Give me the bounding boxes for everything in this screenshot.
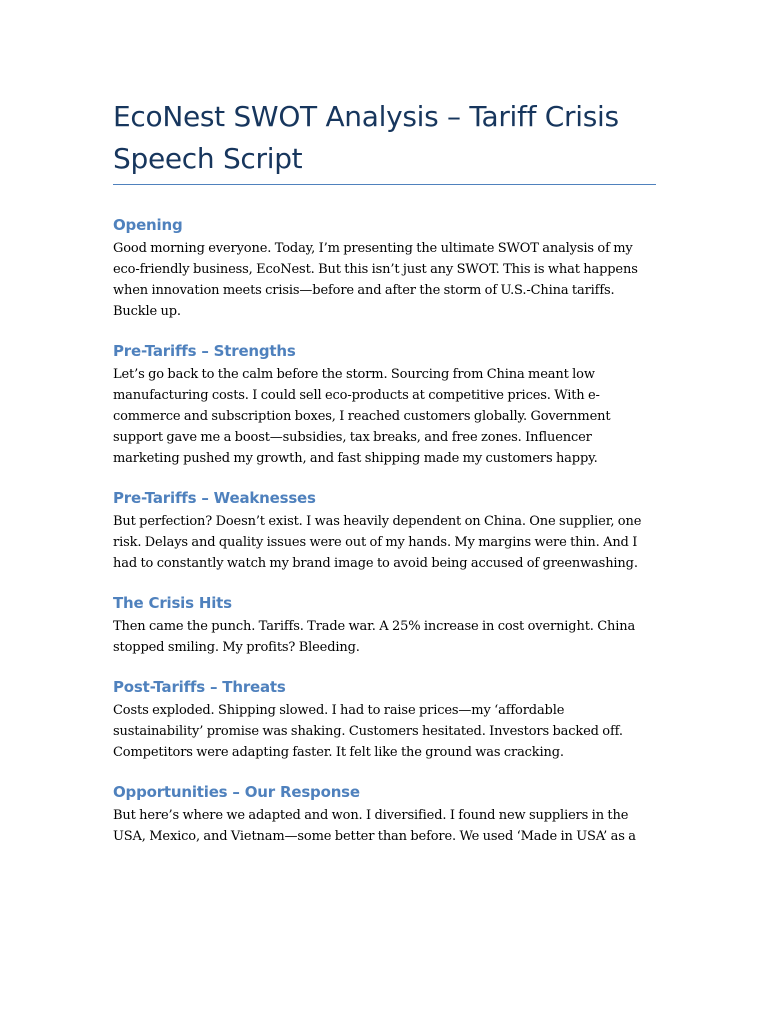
section-body: But perfection? Doesn’t exist. I was heavily dependent on China. One supplier, one risk. Delays and quality issues were out of my hands. My margins were thin. And I had to constantly watch my brand image to avoid being accused of greenwashing. — [113, 514, 642, 571]
section-body: Costs exploded. Shipping slowed. I had to raise prices—my ‘affordable sustainability’ promise was shaking. Customers hesitated. Investors backed off. Competitors were adapting faster. It felt like the ground was cracking. — [113, 703, 623, 760]
section-opportunities — [113, 782, 656, 847]
title-line-2: Speech Script — [113, 142, 303, 175]
section-heading: Opening — [113, 216, 183, 234]
section-body: Good morning everyone. Today, I’m presenting the ultimate SWOT analysis of my eco-friendly business, EcoNest. But this isn’t just any SWOT. This is what happens when innovation meets crisis—before and after the storm of U.S.-China tariffs. Buckle up. — [113, 241, 638, 319]
section-strengths — [113, 341, 656, 469]
section-heading: Post-Tariffs – Threats — [113, 678, 286, 696]
section-heading: Opportunities – Our Response — [113, 783, 360, 801]
section-crisis — [113, 593, 656, 658]
title-line-1: EcoNest SWOT Analysis – Tariff Crisis — [113, 100, 619, 133]
section-heading: Pre-Tariffs – Strengths — [113, 342, 296, 360]
section-weaknesses — [113, 488, 656, 574]
section-heading: Pre-Tariffs – Weaknesses — [113, 489, 316, 507]
document-title — [113, 96, 656, 184]
section-threats — [113, 677, 656, 763]
section-body: Let’s go back to the calm before the storm. Sourcing from China meant low manufacturing costs. I could sell eco-products at competitive prices. With e-commerce and subscription boxes, I reached customers globally. Government support gave me a boost—subsidies, tax breaks, and free zones. Influencer marketing pushed my growth, and fast shipping made my customers happy. — [113, 367, 611, 466]
section-body: But here’s where we adapted and won. I diversified. I found new suppliers in the USA, Mexico, and Vietnam—some better than before. We used ‘Made in USA’ as a — [113, 808, 636, 844]
title-underline — [113, 184, 656, 185]
section-body: Then came the punch. Tariffs. Trade war. A 25% increase in cost overnight. China stopped smiling. My profits? Bleeding. — [113, 619, 636, 655]
document-page — [113, 96, 656, 866]
section-heading: The Crisis Hits — [113, 594, 232, 612]
section-opening — [113, 215, 656, 322]
